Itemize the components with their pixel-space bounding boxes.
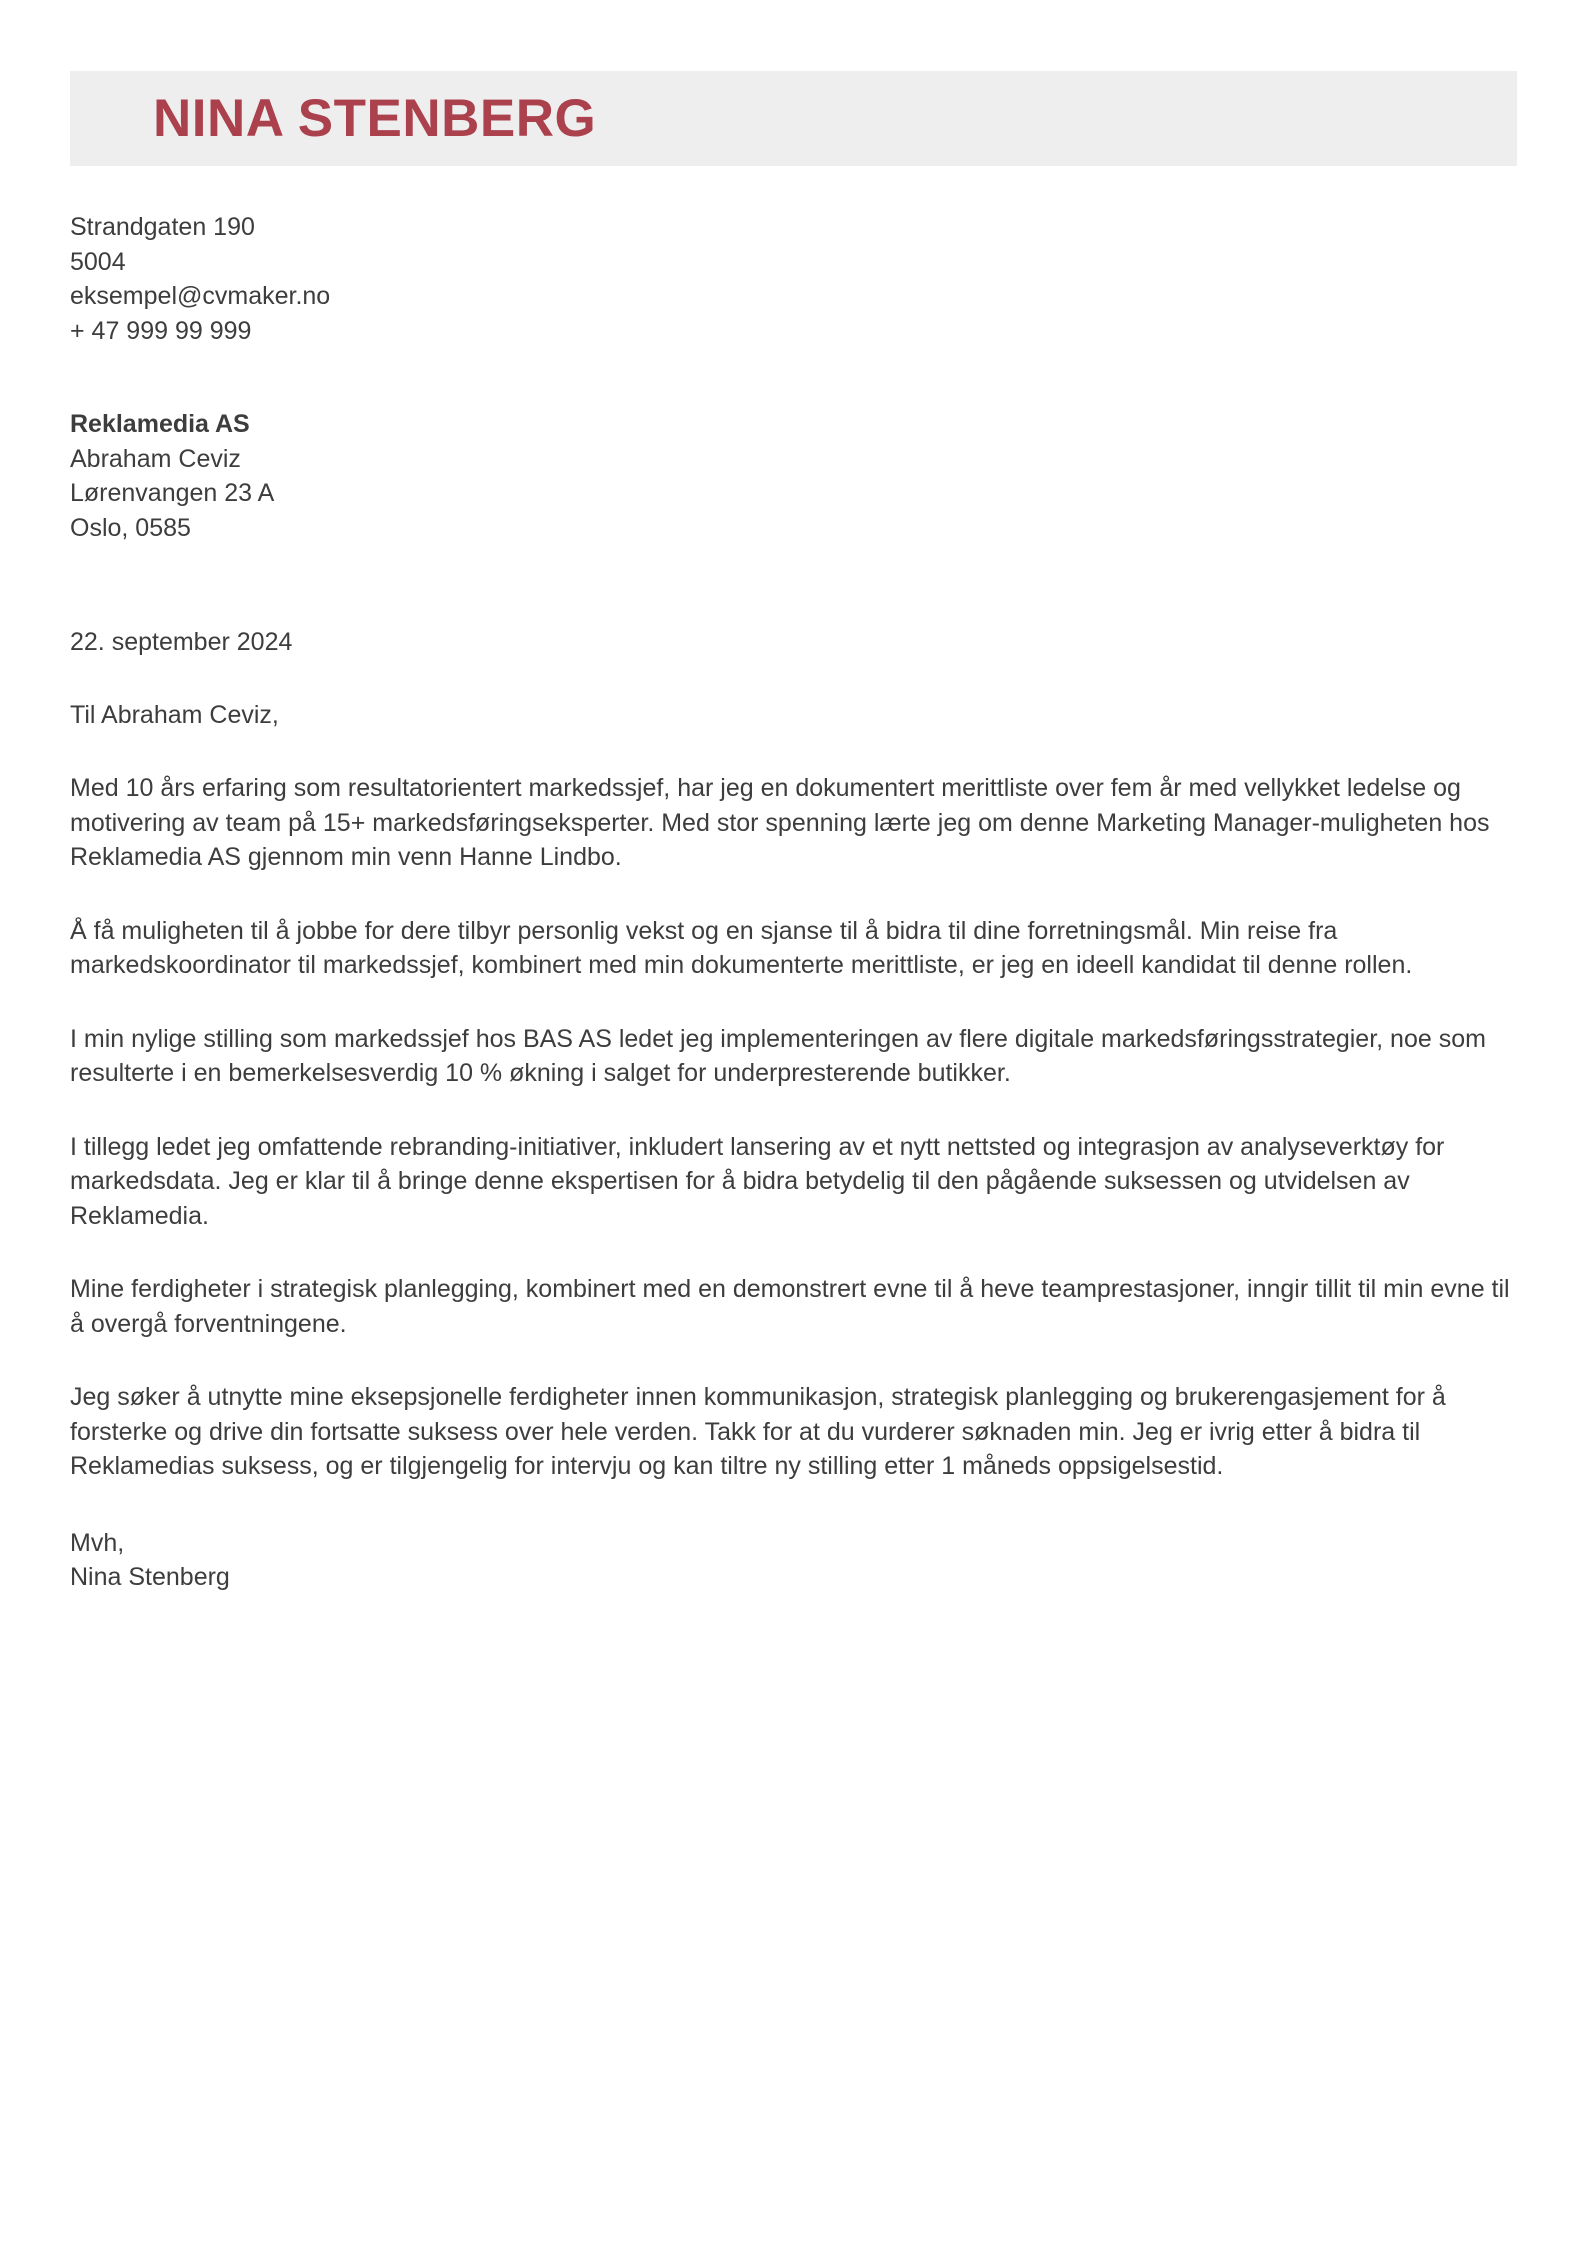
recipient-city: Oslo, 0585 — [70, 513, 191, 542]
recipient-block — [70, 407, 1517, 545]
sender-street: Strandgaten 190 — [70, 213, 255, 241]
letter-paragraph: Med 10 års erfaring som resultatorientert markedssjef, har jeg en dokumentert merittliste over fem år med vellykket ledelse og motivering av team på 15+ markedsføringseksperter. Med stor spenning lærte jeg om denne Marketing Manager-muligheten hos Reklamedia AS gjennom min venn Hanne Lindbo. — [70, 774, 1490, 871]
salutation: Til Abraham Ceviz, — [70, 700, 279, 729]
letter-paragraph: I min nylige stilling som markedssjef hos BAS AS ledet jeg implementeringen av flere digitale markedsføringsstrategier, noe som resulterte i en bemerkelsesverdig 10 % økning i salget for underpresterende butikker. — [70, 1024, 1486, 1087]
signoff: Mvh, — [70, 1528, 125, 1557]
letter-body — [70, 210, 1517, 1595]
sender-email: eksempel@cvmaker.no — [70, 282, 331, 310]
sender-phone: + 47 999 99 999 — [70, 316, 252, 345]
letter-paragraph: Mine ferdigheter i strategisk planlegging, kombinert med en demonstrert evne til å heve teamprestasjoner, inngir tillit til min evne til å overgå forventningene. — [70, 1275, 1510, 1338]
sender-postal-code: 5004 — [70, 247, 126, 276]
recipient-contact: Abraham Ceviz — [70, 444, 241, 473]
letter-date: 22. september 2024 — [70, 628, 293, 656]
letter-paragraph: Jeg søker å utnytte mine eksepsjonelle ferdigheter innen kommunikasjon, strategisk planlegging og brukerengasjement for å forsterke og drive din fortsatte suksess over hele verden. Takk for at du vurderer søknaden min. Jeg er ivrig etter å bidra til Reklamedias suksess, og er tilgjengelig for intervju og kan tiltre ny stilling etter 1 måneds oppsigelsestid. — [70, 1383, 1446, 1480]
letter-paragraphs — [70, 771, 1517, 1484]
recipient-company: Reklamedia AS — [70, 410, 250, 438]
recipient-street: Lørenvangen 23 A — [70, 479, 275, 507]
letter-paragraph: I tillegg ledet jeg omfattende rebranding-initiativer, inkludert lansering av et nytt nettsted og integrasjon av analyseverktøy for markedsdata. Jeg er klar til å bringe denne ekspertisen for å bidra betydelig til den pågående suksessen og utvidelsen av Reklamedia. — [70, 1132, 1445, 1230]
signature-name: Nina Stenberg — [70, 1563, 230, 1591]
letter-paragraph: Å få muligheten til å jobbe for dere tilbyr personlig vekst og en sjanse til å bidra til dine forretningsmål. Min reise fra markedskoordinator til markedssjef, kombinert med min dokumenterte merittliste, er jeg en ideell kandidat til denne rollen. — [70, 916, 1413, 979]
closing-block — [70, 1526, 1517, 1595]
applicant-name: NINA STENBERG — [153, 89, 597, 148]
header-band — [70, 71, 1517, 166]
sender-block — [70, 210, 1517, 348]
